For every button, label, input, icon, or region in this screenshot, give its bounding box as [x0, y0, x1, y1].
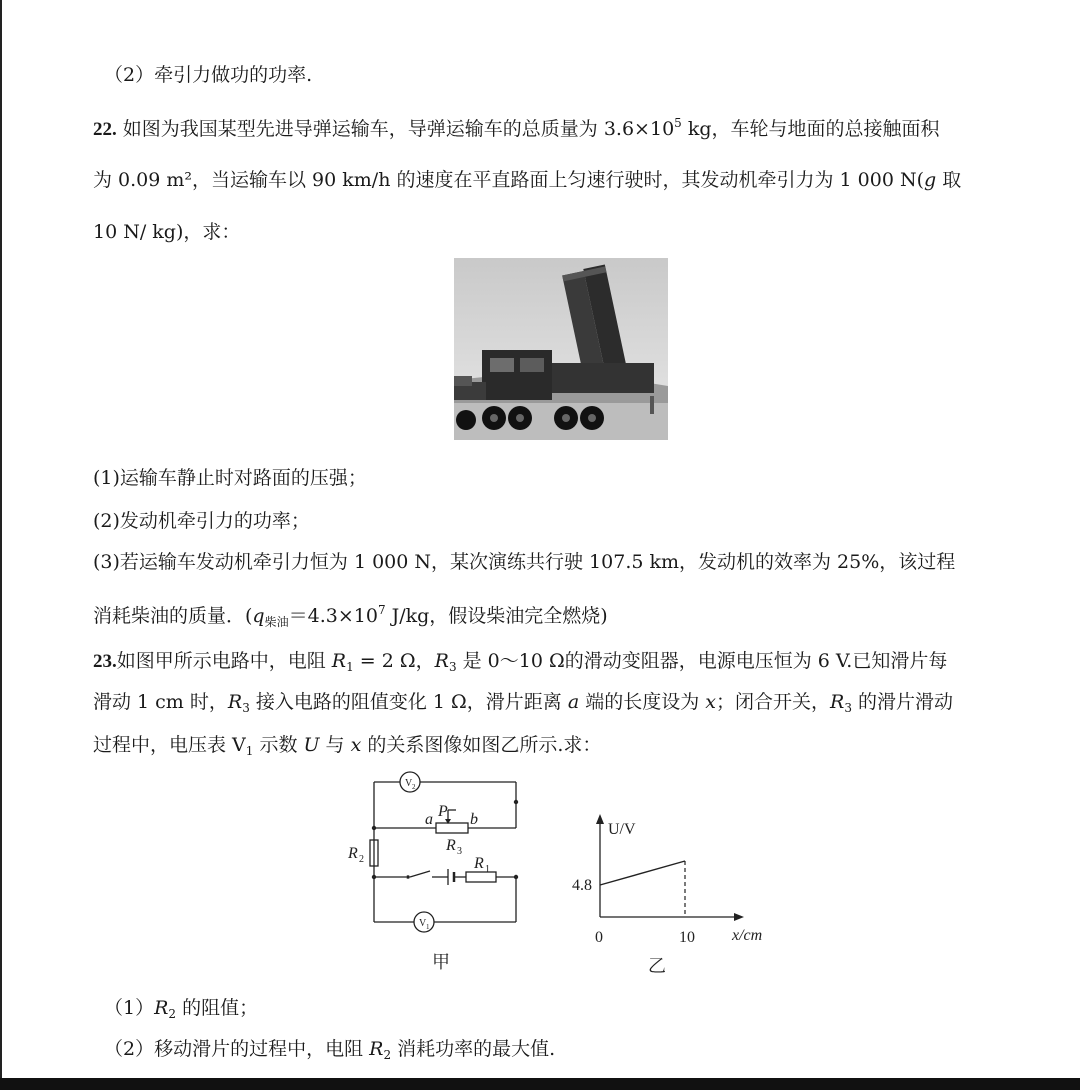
r2-label: R: [348, 845, 358, 862]
x-tick-10: 10: [679, 929, 695, 946]
r3-label: R: [446, 837, 456, 854]
series-line: [600, 861, 685, 885]
x-axis-label: x/cm: [732, 927, 763, 944]
x-axis-arrow: [734, 913, 744, 921]
q22-text-b: kg，车轮与地面的总接触面积: [681, 118, 940, 140]
q23-s3c: 3: [844, 701, 852, 715]
q23-s3b: 3: [242, 701, 250, 715]
q23-l2d: ；闭合开关，: [715, 691, 830, 713]
q23-line2: [93, 689, 953, 721]
q23-l3a: 过程中，电压表 V: [93, 734, 246, 756]
q23-l3c: 与: [319, 734, 351, 756]
v1-label: V: [419, 918, 427, 929]
q23-u: U: [303, 734, 320, 756]
q22-line1: [93, 110, 940, 143]
r2-sub: 2: [359, 854, 364, 865]
q23-r3b: R: [227, 691, 243, 713]
q23-r3: R: [434, 650, 449, 672]
q23-l3d: 的关系图像如图乙所示.求：: [361, 734, 602, 756]
q22-sub3-text-a: 消耗柴油的质量．(: [93, 605, 253, 627]
graph-caption: 乙: [648, 956, 666, 976]
q23-r3c: R: [830, 691, 845, 713]
q23-l1c: 是 0～10 Ω的滑动变阻器，电源电压恒为 6 V.已知滑片每: [456, 650, 948, 672]
q23-sub1-s2: 2: [168, 1007, 177, 1021]
q23-l2b: 接入电路的阻值变化 1 Ω，滑片距离: [249, 691, 568, 713]
q22-fuel: 柴油: [264, 615, 289, 629]
q22-exp7: 7: [377, 603, 386, 617]
r1-sub: 1: [485, 864, 490, 875]
q23-s3: 3: [448, 660, 457, 674]
missile-truck-photo: [454, 258, 668, 440]
q22-sub3-text-c: J/kg，假设柴油完全燃烧): [385, 605, 608, 627]
q23-figures: [330, 762, 790, 982]
q23-number: 23.: [93, 651, 117, 672]
y-tick-4.8: 4.8: [572, 877, 592, 894]
end-a: a: [425, 811, 433, 828]
q23-a: a: [567, 691, 580, 713]
q23-sub2-r: R: [369, 1038, 384, 1060]
v1-sub: 1: [426, 923, 430, 931]
q23-r: R: [331, 650, 347, 672]
q23-v1sub: 1: [245, 744, 254, 758]
q23-x2: x: [350, 734, 362, 756]
q23-sub2-text: 消耗功率的最大值.: [391, 1038, 556, 1060]
q22-sub3-text-b: ＝4.3×10: [288, 605, 378, 627]
q22-sub1: (1)运输车静止时对路面的压强；: [93, 467, 367, 489]
resistor-r1: [466, 872, 496, 882]
q21-sub2: （2）牵引力做功的功率.: [104, 64, 313, 86]
page-left-border: [0, 0, 2, 1090]
circuit-caption: 甲: [432, 952, 450, 972]
q22-sub3-cont: [93, 597, 608, 635]
q22-exp: 5: [674, 116, 682, 130]
r3-sub: 3: [457, 846, 462, 857]
circuit-diagram: [370, 772, 516, 932]
q22-text-a: 如图为我国某型先进导弹运输车，导弹运输车的总质量为 3.6×10: [122, 118, 675, 140]
q22-text-d: 取: [936, 169, 962, 191]
q23-sub1: [104, 995, 258, 1027]
q23-l2a: 滑动 1 cm 时，: [93, 691, 228, 713]
q23-sub2: [104, 1036, 555, 1068]
slider-p: P: [438, 803, 448, 820]
q23-sub1-prefix: （1）: [104, 997, 155, 1019]
v2-sub: 2: [412, 783, 416, 791]
q23-l1b: = 2 Ω，: [353, 650, 435, 672]
q22-line2: [93, 167, 961, 193]
q23-l3b: 示数: [253, 734, 304, 756]
r1-label: R: [474, 855, 484, 872]
q22-line3: 10 N/ kg)，求：: [93, 221, 241, 243]
q23-sub1-r: R: [154, 997, 169, 1019]
q22-sub2: (2)发动机牵引力的功率；: [93, 510, 310, 532]
q22-q: q: [252, 605, 265, 627]
x-tick-0: 0: [595, 929, 603, 946]
q23-line3: [93, 732, 601, 764]
q23-l2c: 端的长度设为: [579, 691, 706, 713]
q23-s1: 1: [346, 660, 354, 674]
y-axis-label: U/V: [608, 821, 636, 838]
v2-label: V: [405, 778, 413, 789]
q22-text-c: 为 0.09 m²，当运输车以 90 km/h 的速度在平直路面上匀速行驶时，其发动机牵引力为 1 000 N(: [93, 169, 924, 191]
q23-line1: [93, 648, 947, 680]
q22-number: 22.: [93, 119, 117, 140]
q23-l2e: 的滑片滑动: [851, 691, 953, 713]
q23-sub2-s2: 2: [383, 1048, 392, 1062]
q23-l1a: 如图甲所示电路中，电阻: [116, 650, 332, 672]
q22-sub3: (3)若运输车发动机牵引力恒为 1 000 N，某次演练共行驶 107.5 km，发动机的效率为 25%，该过程: [93, 551, 956, 573]
graph-u-x: [572, 814, 762, 976]
page-bottom-bar: [0, 1078, 1080, 1090]
q23-sub2-prefix: （2）移动滑片的过程中，电阻: [104, 1038, 370, 1060]
switch: [410, 871, 430, 877]
rheostat-r3: [436, 823, 468, 833]
y-axis-arrow: [596, 814, 604, 824]
q23-x: x: [705, 691, 716, 713]
q23-sub1-text: 的阻值；: [176, 997, 259, 1019]
q22-g: g: [924, 169, 937, 191]
end-b: b: [470, 811, 478, 828]
